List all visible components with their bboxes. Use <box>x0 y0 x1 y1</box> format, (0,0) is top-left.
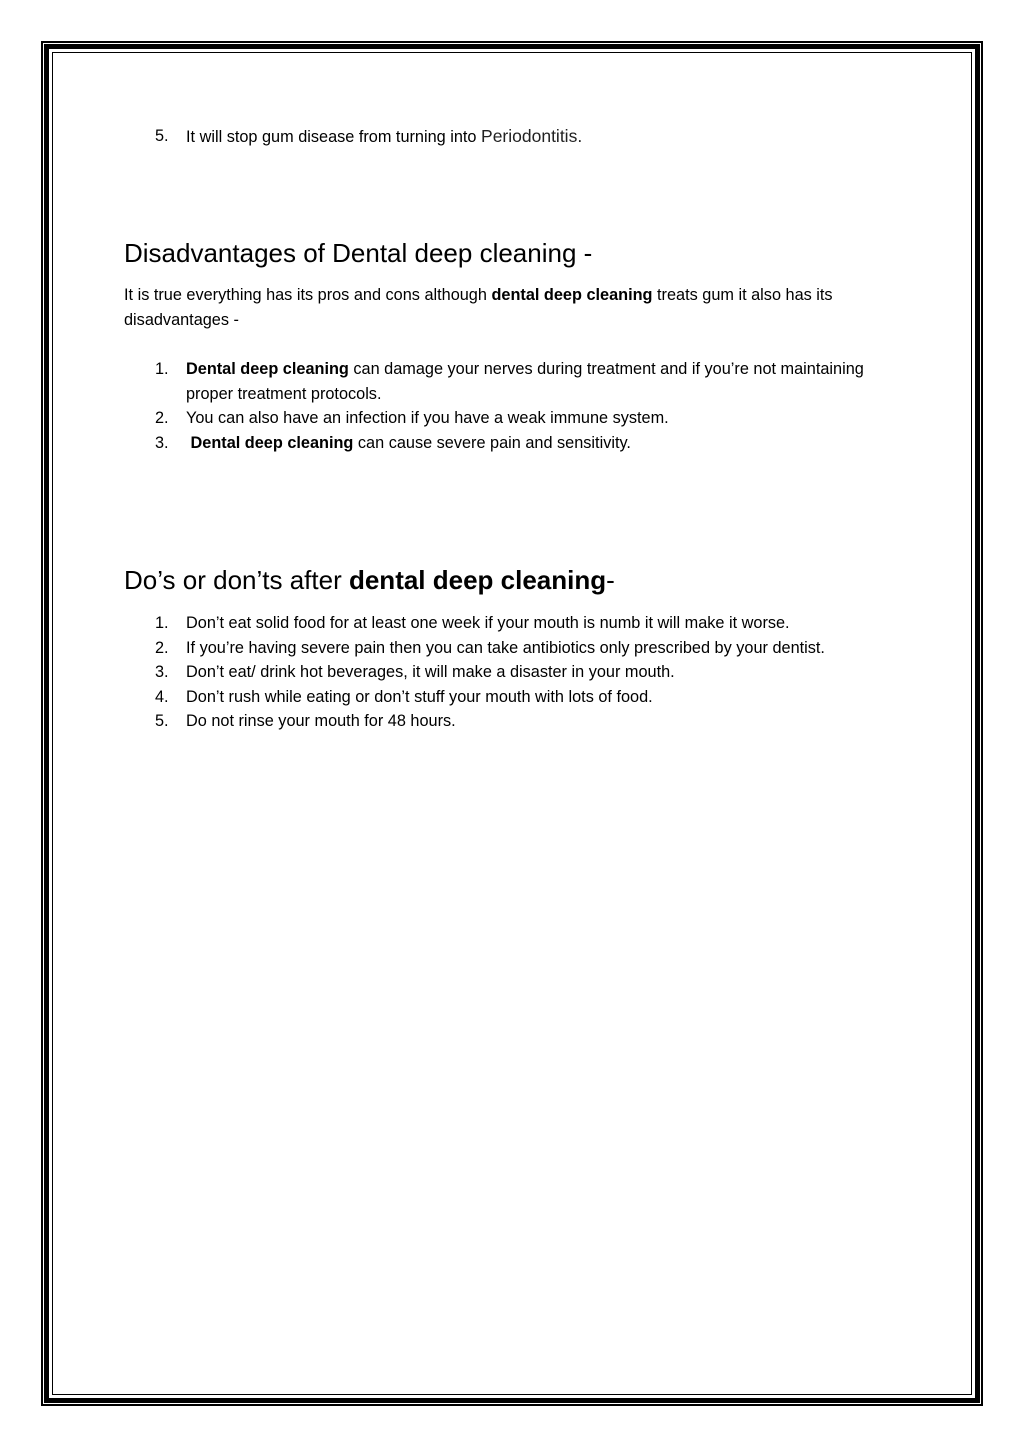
list-item-text: Do not rinse your mouth for 48 hours. <box>186 712 456 730</box>
intro-text-end: treats gum it also has its disadvantages - <box>124 286 833 329</box>
list-item <box>124 357 904 406</box>
list-item <box>124 660 904 685</box>
list-item-text: Don’t rush while eating or don’t stuff your mouth with lots of food. <box>186 687 653 706</box>
dos-donts-heading <box>124 564 904 596</box>
disadvantages-heading: Disadvantages of Dental deep cleaning - <box>124 238 593 268</box>
intro-text: It is true everything has its pros and cons although <box>124 286 492 304</box>
list-item-number: 2. <box>155 638 169 657</box>
intro-bold-term: dental deep cleaning <box>491 286 653 304</box>
list-item-number: 2. <box>155 409 169 427</box>
disadvantages-intro <box>124 283 904 332</box>
list-item-number: 5. <box>155 712 169 730</box>
list-item <box>124 611 904 636</box>
heading-text: Do’s or don’ts after <box>124 565 349 595</box>
list-item-number: 5. <box>155 127 169 145</box>
list-item-text: Don’t eat/ drink hot beverages, it will make a disaster in your mouth. <box>186 663 675 681</box>
list-item-number: 4. <box>155 687 169 706</box>
heading-dash: - <box>606 565 615 595</box>
list-item-text: can cause severe pain and sensitivity. <box>353 433 631 452</box>
disadvantages-list <box>124 357 904 455</box>
list-item-text: Don’t eat solid food for at least one week if your mouth is numb it will make it worse. <box>186 614 790 632</box>
list-item <box>124 406 904 431</box>
list-item <box>124 685 904 710</box>
periodontitis-term: Periodontitis. <box>481 126 583 146</box>
list-item-text: can damage your nerves during treatment and if you’re not maintaining proper treatment protocols. <box>186 360 864 403</box>
list-item-text: It will stop gum disease from turning into <box>186 128 482 146</box>
list-item <box>124 124 904 150</box>
list-item-bold: Dental deep cleaning <box>186 433 354 452</box>
list-item-number: 3. <box>155 433 169 452</box>
list-item-number: 1. <box>155 360 169 378</box>
list-item <box>124 636 904 661</box>
benefits-list-continued <box>124 124 904 150</box>
list-item-text: If you’re having severe pain then you can take antibiotics only prescribed by your dentist. <box>186 638 825 657</box>
list-item-number: 1. <box>155 614 169 632</box>
list-item-number: 3. <box>155 663 169 681</box>
list-item-text: You can also have an infection if you have a weak immune system. <box>186 409 669 427</box>
list-item-bold: Dental deep cleaning <box>186 360 349 378</box>
dos-donts-list <box>124 611 904 734</box>
heading-bold-term: dental deep cleaning <box>348 565 607 595</box>
list-item <box>124 709 904 734</box>
list-item <box>124 431 904 456</box>
